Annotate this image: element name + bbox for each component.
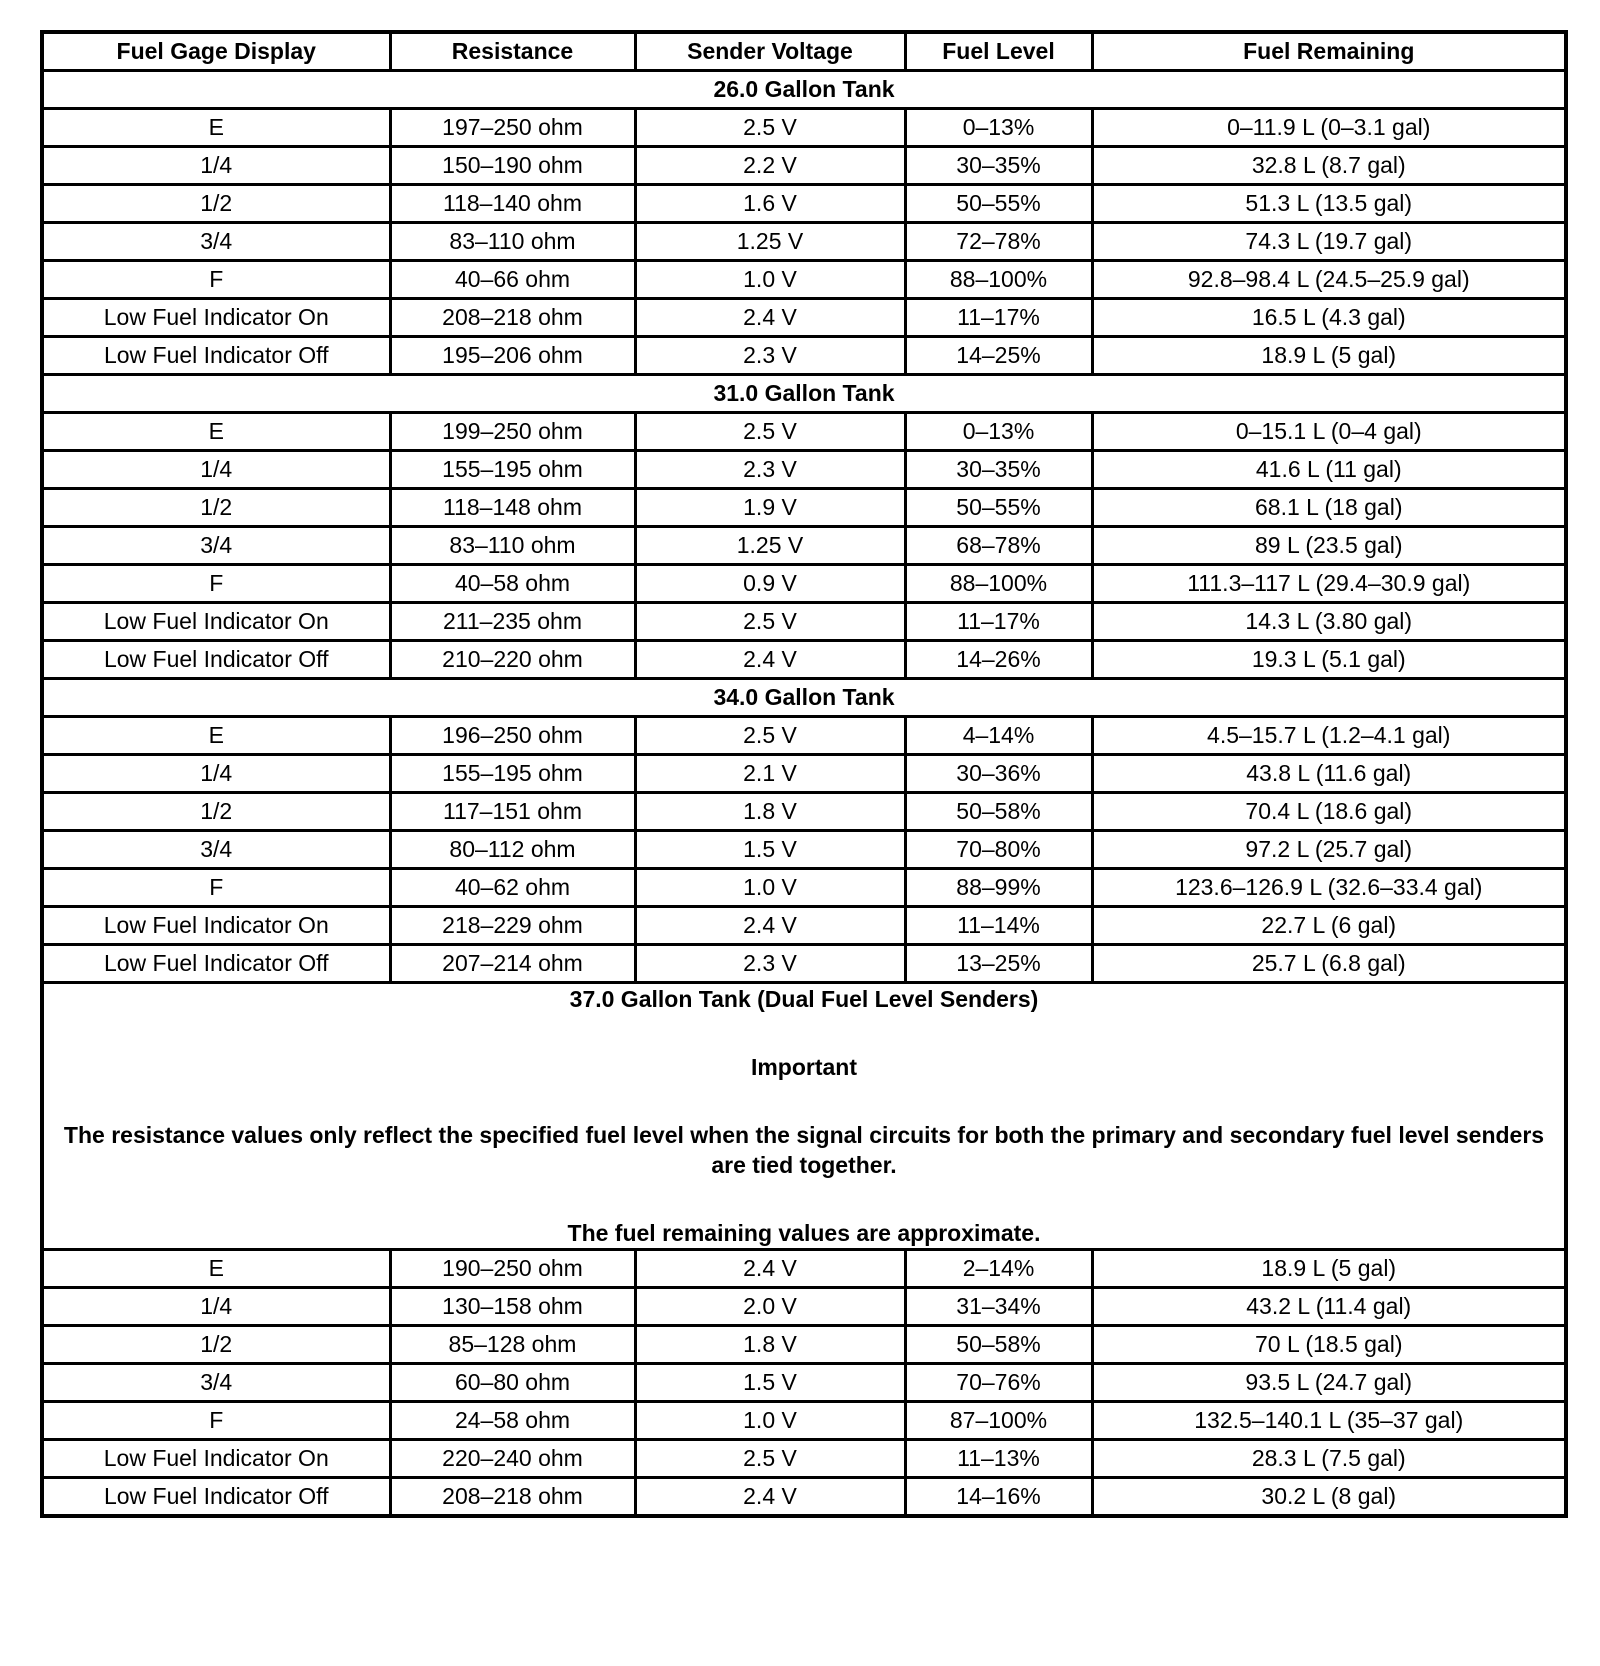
fuel-level-cell: 70–76% xyxy=(905,1364,1092,1402)
fuel-remaining-cell: 70.4 L (18.6 gal) xyxy=(1092,793,1566,831)
gage-display-cell: F xyxy=(42,565,390,603)
table-row xyxy=(42,1250,1566,1288)
table-row xyxy=(42,831,1566,869)
fuel-remaining-cell: 18.9 L (5 gal) xyxy=(1092,1250,1566,1288)
fuel-level-cell: 50–58% xyxy=(905,1326,1092,1364)
fuel-remaining-cell: 70 L (18.5 gal) xyxy=(1092,1326,1566,1364)
note-text: The resistance values only reflect the specified fuel level when the signal circuits for both the primary and secondary fuel level senders are tied together. xyxy=(63,1122,1545,1178)
gage-display-cell: F xyxy=(42,1402,390,1440)
gage-display-cell: E xyxy=(42,413,390,451)
fuel-level-cell: 14–26% xyxy=(905,641,1092,679)
sender-voltage-cell: 2.4 V xyxy=(635,1250,905,1288)
resistance-cell: 218–229 ohm xyxy=(390,907,635,945)
important-label: Important xyxy=(750,1054,858,1080)
resistance-cell: 24–58 ohm xyxy=(390,1402,635,1440)
resistance-cell: 118–140 ohm xyxy=(390,185,635,223)
gage-display-cell: 3/4 xyxy=(42,527,390,565)
fuel-remaining-cell: 18.9 L (5 gal) xyxy=(1092,337,1566,375)
resistance-cell: 199–250 ohm xyxy=(390,413,635,451)
gage-display-cell: 1/4 xyxy=(42,755,390,793)
resistance-cell: 130–158 ohm xyxy=(390,1288,635,1326)
fuel-level-cell: 13–25% xyxy=(905,945,1092,983)
sender-voltage-cell: 0.9 V xyxy=(635,565,905,603)
resistance-cell: 195–206 ohm xyxy=(390,337,635,375)
fuel-level-cell: 30–36% xyxy=(905,755,1092,793)
sender-voltage-cell: 2.3 V xyxy=(635,945,905,983)
gage-display-cell: 1/2 xyxy=(42,793,390,831)
table-row xyxy=(42,1364,1566,1402)
fuel-remaining-cell: 51.3 L (13.5 gal) xyxy=(1092,185,1566,223)
section-title: 37.0 Gallon Tank (Dual Fuel Level Senders) xyxy=(569,986,1039,1012)
table-row xyxy=(42,223,1566,261)
fuel-remaining-cell: 89 L (23.5 gal) xyxy=(1092,527,1566,565)
fuel-level-cell: 14–16% xyxy=(905,1478,1092,1517)
sender-voltage-cell: 2.5 V xyxy=(635,1440,905,1478)
gage-display-cell: 1/2 xyxy=(42,1326,390,1364)
header-fuel-gage-display: Fuel Gage Display xyxy=(42,32,390,71)
fuel-level-cell: 72–78% xyxy=(905,223,1092,261)
fuel-level-cell: 88–100% xyxy=(905,261,1092,299)
resistance-cell: 210–220 ohm xyxy=(390,641,635,679)
fuel-remaining-cell: 111.3–117 L (29.4–30.9 gal) xyxy=(1092,565,1566,603)
gage-display-cell: Low Fuel Indicator Off xyxy=(42,945,390,983)
sender-voltage-cell: 1.8 V xyxy=(635,1326,905,1364)
gage-display-cell: F xyxy=(42,869,390,907)
sender-voltage-cell: 2.4 V xyxy=(635,907,905,945)
section-header-row xyxy=(42,679,1566,717)
table-row xyxy=(42,717,1566,755)
resistance-cell: 150–190 ohm xyxy=(390,147,635,185)
table-row xyxy=(42,109,1566,147)
fuel-remaining-cell: 41.6 L (11 gal) xyxy=(1092,451,1566,489)
section-header-row xyxy=(42,375,1566,413)
fuel-level-cell: 87–100% xyxy=(905,1402,1092,1440)
fuel-remaining-cell: 30.2 L (8 gal) xyxy=(1092,1478,1566,1517)
gage-display-cell: 1/4 xyxy=(42,147,390,185)
section-header-row xyxy=(42,983,1566,1250)
resistance-cell: 83–110 ohm xyxy=(390,223,635,261)
resistance-cell: 40–62 ohm xyxy=(390,869,635,907)
fuel-level-cell: 50–58% xyxy=(905,793,1092,831)
resistance-cell: 220–240 ohm xyxy=(390,1440,635,1478)
resistance-cell: 117–151 ohm xyxy=(390,793,635,831)
sender-voltage-cell: 2.5 V xyxy=(635,717,905,755)
fuel-level-cell: 4–14% xyxy=(905,717,1092,755)
table-row xyxy=(42,907,1566,945)
table-row xyxy=(42,869,1566,907)
section-header-row xyxy=(42,71,1566,109)
sender-voltage-cell: 1.0 V xyxy=(635,1402,905,1440)
table-row xyxy=(42,527,1566,565)
sender-voltage-cell: 1.5 V xyxy=(635,831,905,869)
fuel-level-cell: 30–35% xyxy=(905,451,1092,489)
note-text: The fuel remaining values are approximate. xyxy=(567,1220,1041,1246)
gage-display-cell: Low Fuel Indicator On xyxy=(42,299,390,337)
sender-voltage-cell: 2.3 V xyxy=(635,451,905,489)
section-title: 34.0 Gallon Tank xyxy=(42,679,1566,717)
section-title: 26.0 Gallon Tank xyxy=(42,71,1566,109)
fuel-level-cell: 68–78% xyxy=(905,527,1092,565)
resistance-cell: 40–66 ohm xyxy=(390,261,635,299)
fuel-level-cell: 14–25% xyxy=(905,337,1092,375)
sender-voltage-cell: 2.5 V xyxy=(635,109,905,147)
resistance-cell: 208–218 ohm xyxy=(390,1478,635,1517)
table-row xyxy=(42,451,1566,489)
fuel-remaining-cell: 93.5 L (24.7 gal) xyxy=(1092,1364,1566,1402)
table-row xyxy=(42,1440,1566,1478)
table-row xyxy=(42,185,1566,223)
gage-display-cell: Low Fuel Indicator Off xyxy=(42,1478,390,1517)
fuel-level-cell: 11–17% xyxy=(905,603,1092,641)
gage-display-cell: Low Fuel Indicator On xyxy=(42,1440,390,1478)
sender-voltage-cell: 1.0 V xyxy=(635,869,905,907)
sender-voltage-cell: 2.4 V xyxy=(635,641,905,679)
fuel-level-cell: 50–55% xyxy=(905,185,1092,223)
gage-display-cell: 1/4 xyxy=(42,451,390,489)
section-note-cell xyxy=(42,983,1566,1250)
sender-voltage-cell: 1.25 V xyxy=(635,223,905,261)
header-fuel-level: Fuel Level xyxy=(905,32,1092,71)
fuel-level-cell: 88–100% xyxy=(905,565,1092,603)
fuel-remaining-cell: 123.6–126.9 L (32.6–33.4 gal) xyxy=(1092,869,1566,907)
sender-voltage-cell: 2.1 V xyxy=(635,755,905,793)
resistance-cell: 211–235 ohm xyxy=(390,603,635,641)
header-sender-voltage: Sender Voltage xyxy=(635,32,905,71)
sender-voltage-cell: 2.4 V xyxy=(635,299,905,337)
gage-display-cell: 3/4 xyxy=(42,831,390,869)
fuel-remaining-cell: 0–15.1 L (0–4 gal) xyxy=(1092,413,1566,451)
fuel-gage-table xyxy=(40,30,1568,1518)
fuel-level-cell: 88–99% xyxy=(905,869,1092,907)
fuel-level-cell: 50–55% xyxy=(905,489,1092,527)
table-row xyxy=(42,755,1566,793)
fuel-level-cell: 0–13% xyxy=(905,413,1092,451)
fuel-remaining-cell: 92.8–98.4 L (24.5–25.9 gal) xyxy=(1092,261,1566,299)
table-body xyxy=(42,71,1566,1517)
table-row xyxy=(42,147,1566,185)
gage-display-cell: E xyxy=(42,109,390,147)
fuel-remaining-cell: 28.3 L (7.5 gal) xyxy=(1092,1440,1566,1478)
table-row xyxy=(42,945,1566,983)
table-row xyxy=(42,1288,1566,1326)
sender-voltage-cell: 1.9 V xyxy=(635,489,905,527)
fuel-level-cell: 11–13% xyxy=(905,1440,1092,1478)
fuel-remaining-cell: 32.8 L (8.7 gal) xyxy=(1092,147,1566,185)
table-row xyxy=(42,1402,1566,1440)
table-row xyxy=(42,489,1566,527)
gage-display-cell: Low Fuel Indicator On xyxy=(42,603,390,641)
gage-display-cell: Low Fuel Indicator On xyxy=(42,907,390,945)
resistance-cell: 85–128 ohm xyxy=(390,1326,635,1364)
table-row xyxy=(42,793,1566,831)
gage-display-cell: 1/4 xyxy=(42,1288,390,1326)
resistance-cell: 60–80 ohm xyxy=(390,1364,635,1402)
fuel-remaining-cell: 97.2 L (25.7 gal) xyxy=(1092,831,1566,869)
fuel-remaining-cell: 0–11.9 L (0–3.1 gal) xyxy=(1092,109,1566,147)
fuel-remaining-cell: 43.2 L (11.4 gal) xyxy=(1092,1288,1566,1326)
table-row xyxy=(42,1478,1566,1517)
gage-display-cell: 3/4 xyxy=(42,223,390,261)
sender-voltage-cell: 1.25 V xyxy=(635,527,905,565)
resistance-cell: 118–148 ohm xyxy=(390,489,635,527)
resistance-cell: 196–250 ohm xyxy=(390,717,635,755)
table-row xyxy=(42,1326,1566,1364)
resistance-cell: 83–110 ohm xyxy=(390,527,635,565)
header-fuel-remaining: Fuel Remaining xyxy=(1092,32,1566,71)
fuel-level-cell: 11–14% xyxy=(905,907,1092,945)
gage-display-cell: 3/4 xyxy=(42,1364,390,1402)
sender-voltage-cell: 1.0 V xyxy=(635,261,905,299)
table-row xyxy=(42,641,1566,679)
fuel-level-cell: 30–35% xyxy=(905,147,1092,185)
table-row xyxy=(42,603,1566,641)
fuel-gage-document xyxy=(40,30,1564,1518)
table-row xyxy=(42,261,1566,299)
fuel-remaining-cell: 22.7 L (6 gal) xyxy=(1092,907,1566,945)
table-header-row xyxy=(42,32,1566,71)
resistance-cell: 197–250 ohm xyxy=(390,109,635,147)
fuel-remaining-cell: 74.3 L (19.7 gal) xyxy=(1092,223,1566,261)
fuel-level-cell: 70–80% xyxy=(905,831,1092,869)
gage-display-cell: 1/2 xyxy=(42,185,390,223)
table-row xyxy=(42,565,1566,603)
fuel-level-cell: 11–17% xyxy=(905,299,1092,337)
table-row xyxy=(42,299,1566,337)
sender-voltage-cell: 1.5 V xyxy=(635,1364,905,1402)
gage-display-cell: E xyxy=(42,717,390,755)
header-resistance: Resistance xyxy=(390,32,635,71)
fuel-remaining-cell: 25.7 L (6.8 gal) xyxy=(1092,945,1566,983)
fuel-level-cell: 2–14% xyxy=(905,1250,1092,1288)
resistance-cell: 208–218 ohm xyxy=(390,299,635,337)
resistance-cell: 155–195 ohm xyxy=(390,451,635,489)
sender-voltage-cell: 2.2 V xyxy=(635,147,905,185)
sender-voltage-cell: 2.0 V xyxy=(635,1288,905,1326)
section-title: 31.0 Gallon Tank xyxy=(42,375,1566,413)
fuel-remaining-cell: 14.3 L (3.80 gal) xyxy=(1092,603,1566,641)
fuel-remaining-cell: 68.1 L (18 gal) xyxy=(1092,489,1566,527)
sender-voltage-cell: 2.5 V xyxy=(635,413,905,451)
resistance-cell: 190–250 ohm xyxy=(390,1250,635,1288)
sender-voltage-cell: 1.8 V xyxy=(635,793,905,831)
sender-voltage-cell: 2.4 V xyxy=(635,1478,905,1517)
fuel-level-cell: 0–13% xyxy=(905,109,1092,147)
table-row xyxy=(42,413,1566,451)
gage-display-cell: E xyxy=(42,1250,390,1288)
sender-voltage-cell: 1.6 V xyxy=(635,185,905,223)
resistance-cell: 155–195 ohm xyxy=(390,755,635,793)
fuel-remaining-cell: 19.3 L (5.1 gal) xyxy=(1092,641,1566,679)
resistance-cell: 207–214 ohm xyxy=(390,945,635,983)
sender-voltage-cell: 2.3 V xyxy=(635,337,905,375)
gage-display-cell: 1/2 xyxy=(42,489,390,527)
fuel-remaining-cell: 43.8 L (11.6 gal) xyxy=(1092,755,1566,793)
gage-display-cell: Low Fuel Indicator Off xyxy=(42,641,390,679)
resistance-cell: 40–58 ohm xyxy=(390,565,635,603)
resistance-cell: 80–112 ohm xyxy=(390,831,635,869)
gage-display-cell: F xyxy=(42,261,390,299)
fuel-remaining-cell: 4.5–15.7 L (1.2–4.1 gal) xyxy=(1092,717,1566,755)
gage-display-cell: Low Fuel Indicator Off xyxy=(42,337,390,375)
sender-voltage-cell: 2.5 V xyxy=(635,603,905,641)
fuel-level-cell: 31–34% xyxy=(905,1288,1092,1326)
table-row xyxy=(42,337,1566,375)
fuel-remaining-cell: 132.5–140.1 L (35–37 gal) xyxy=(1092,1402,1566,1440)
fuel-remaining-cell: 16.5 L (4.3 gal) xyxy=(1092,299,1566,337)
